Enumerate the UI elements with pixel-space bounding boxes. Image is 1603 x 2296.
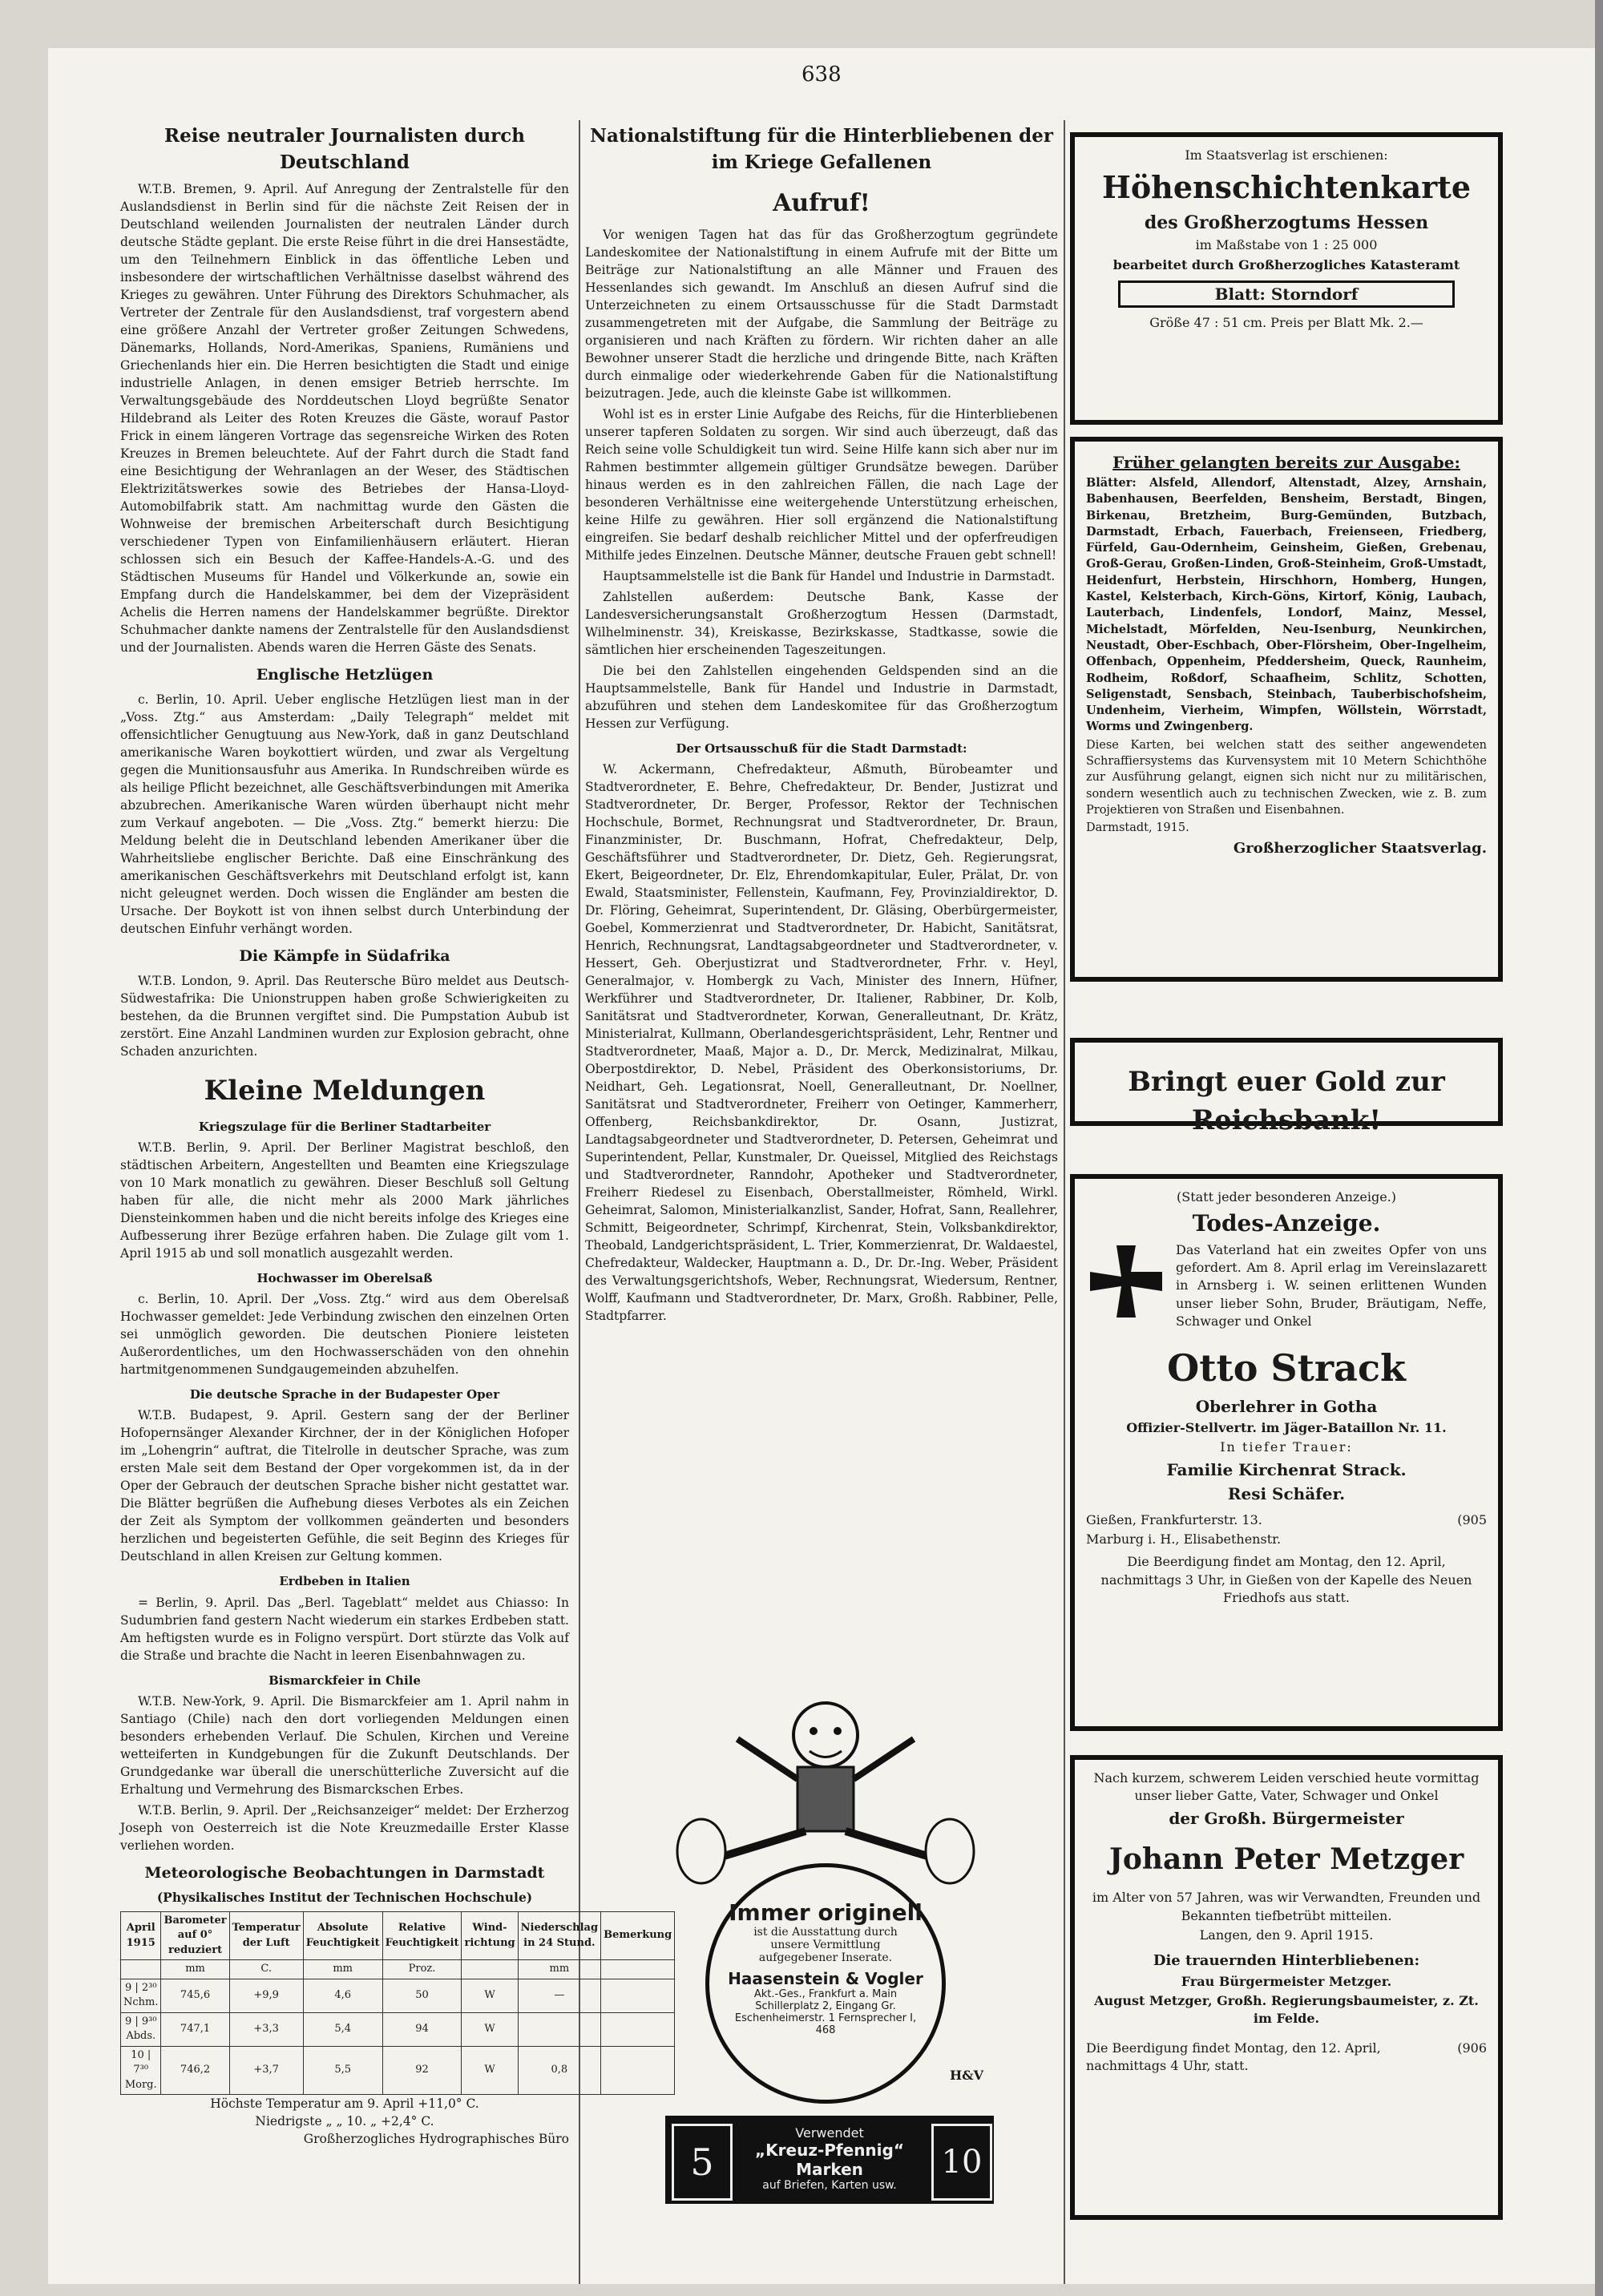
notice2-widow: Frau Bürgermeister Metzger. bbox=[1181, 1973, 1392, 1989]
notice-rank: Oberlehrer in Gotha bbox=[1195, 1396, 1378, 1416]
table-cell: 4,6 bbox=[303, 1979, 382, 2012]
table-header: April 1915 bbox=[121, 1911, 161, 1959]
stamp-top: Verwendet bbox=[795, 2125, 864, 2141]
table-cell: W bbox=[462, 1979, 518, 2012]
committee-list: W. Ackermann, Chefredakteur, Aßmuth, Bürobeamter und Stadtverordneter, E. Behre, Chefredakteur, Dr. Bender, Justizrat und Stadtverordneter, Dr. Berger, Professor, Rektor der Technischen Hochschule, Bormet, Rechnungsrat und Stadtverordneter, Dr. Braun, Finanzminister, Dr. Buschmann, Hofrat, Chefredakteur, Delp, Geschäftsführer und Stadtverordneter, Dr. Dietz, Geh. Regierungsrat, Ekert, Beigeordneter, Dr. Elz, Ehrendomkapitular, Euler, Prälat, Dr. von Ewald, Staatsminister, Fellenstein, Kaufmann, Fey, Provinzialdirektor, D. Dr. Flöring, Geheimrat, Superintendent, Dr. Gläsing, Oberbürgermeister, Goebel, Kommerzienrat und Stadtverordneter, Dr. Habicht, Sanitätsrat, Henrich, Rechnungsrat, Landtagsabgeordneter und Stadtverordneter, v. Hessert, Geh. Oberjustizrat und Stadtverordneter, Frhr. v. Heyl, Generalmajor, v. Hombergk zu Vach, Minister des Innern, Hüfner, Werkführer und Stadtverordneter, Dr. Italiener, Rabbiner, Dr. Kolb, Sanitätsrat und Stadtverordneter, Korwan, Generalleutnant, Dr. Krätz, Ministerialrat, Kullmann, Oberlandesgerichtspräsident, Lehr, Rentner und Stadtverordneter, Maaß, Major a. D., Dr. Merck, Medizinalrat, Milkau, Oberpostdirektor, D. Nebel, Präsident des Oberkonsistoriums, Dr. Neidhart, Geh. Legationsrat, Noell, Generalleutnant, Dr. Noellner, Sanitätsrat und Stadtverordneter, Freiherr von Oetinger, Kammerherr, Offenberg, Reichsbankdirektor, Dr. Osann, Justizrat, Landtagsabgeordneter und Stadtverordneter, D. Petersen, Geheimrat und Superintendent, Pellar, Kunstmaler, Dr. Queissel, Mitglied des Reichstags und Stadtverordneter, Ranndohr, Apotheker und Stadtverordneter, Freiherr Riedesel zu Eisenbach, Oberstallmeister, Römheld, Wirkl. Geheimrat, Salomon, Ministerialkanzlist, Sander, Hofrat, Sann, Reallehrer, Schmitt, Beigeordneter, Schrimpf, Kirchenrat, Stein, Volksbankdirektor, Theobald, Landgerichtspräsident, L. Trier, Kommerzienrat, Dr. Waldaestel, Chefredakteur, Waldecker, Hauptmann a. D., Dr. Dr.-Ing. Weber, Präsident des Verwaltungsgerichtshofs, Weber, Rechnungsrat, Wiedersum, Rentner, Wolff, Kaufmann und Stadtverordneter, Dr. Marx, Großh. Rabbiner, Pelle, Stadtpfarrer. bbox=[585, 762, 1058, 1324]
article-text: Vor wenigen Tagen hat das für das Großherzogtum gegründete Landeskomitee der Nationalstiftung in einem Aufrufe mit der Bitte um Beiträge zur Nationalstiftung an alle Männer und Frauen des Hessenlandes sich gewandt. Im Anschluß an diesen Aufruf sind die Unterzeichneten zu einem Ortsausschusse für die Stadt Darmstadt zusammengetreten mit der Aufgabe, die Sammlung der Beiträge zu organisieren und nach Kräften zu fördern. Wir richten daher an alle Bewohner unserer Stadt die herzliche und dringende Bitte, nach Kräften durch einmalige oder wiederkehrende Gaben für die Nationalstiftung beizutragen. Jede, auch die kleinste Gabe ist willkommen. bbox=[585, 227, 1058, 401]
table-cell bbox=[518, 2012, 600, 2046]
table-header: Wind-richtung bbox=[462, 1911, 518, 1959]
table-cell: 50 bbox=[382, 1979, 462, 2012]
kreuz-pfennig-ad bbox=[665, 2116, 994, 2204]
notice-burial: Die Beerdigung findet am Montag, den 12. April, nachmittags 3 Uhr, in Gießen von der Kapelle des Neuen Friedhofs aus statt. bbox=[1100, 1554, 1472, 1606]
table-unit: C. bbox=[229, 1960, 303, 1979]
notice2-date: Langen, den 9. April 1915. bbox=[1199, 1927, 1374, 1943]
death-notice-metzger bbox=[1070, 1755, 1503, 2220]
appeal-title: Aufruf! bbox=[773, 189, 870, 218]
ad-logo: H&V bbox=[950, 2068, 983, 2083]
column-1 bbox=[120, 120, 672, 2148]
headline: Die Kämpfe in Südafrika bbox=[239, 947, 450, 966]
stamp-mid: „Kreuz-Pfennig“ Marken bbox=[755, 2141, 904, 2179]
column-rule bbox=[1064, 120, 1065, 2284]
article-text: W.T.B. Budapest, 9. April. Gestern sang der der Berliner Hofopernsänger Alexander Kirchner, der in der Königlichen Hofoper im „Lohengrin“ auftrat, die Titelrolle in deutscher Sprache, was zum ersten Male seit dem Bestand der Oper vorgekommen ist, da in der Oper der Gebrauch der deutschen Sprache bisher nicht gestattet war. Die Blätter begrüßen die Aufhebung dieses Verbotes als ein Zeichen der Zeit als Symptom der vollkommen geänderten und besonders herzlichen und begeisterten Gefühle, die seit Beginn des Krieges für Deutschland in allen Kreisen zur Geltung kommen. bbox=[120, 1408, 569, 1564]
table-unit bbox=[121, 1960, 161, 1979]
notice-mourning: In tiefer Trauer: bbox=[1220, 1439, 1353, 1455]
table-unit: Proz. bbox=[382, 1960, 462, 1979]
table-header: Relative Feuchtigkeit bbox=[382, 1911, 462, 1959]
notice-address-2: Marburg i. H., Elisabethenstr. bbox=[1086, 1531, 1282, 1547]
table-unit: mm bbox=[518, 1960, 600, 1979]
table-unit: mm bbox=[303, 1960, 382, 1979]
table-cell: 94 bbox=[382, 2012, 462, 2046]
table-cell: 747,1 bbox=[161, 2012, 229, 2046]
sheets-note: Diese Karten, bei welchen statt des seither angewendeten Schraffiersystems das Kurvensystem mit 10 Metern Schichthöhe zur Ausführung gelangt, eignen sich nicht nur zu militärischen, sondern wesentlich auch zu technischen Zwecken, wie z. B. zum Projektieren von Straßen und Eisenbahnen. bbox=[1086, 738, 1487, 817]
column-2 bbox=[585, 120, 1058, 1328]
article-text: W.T.B. New-York, 9. April. Die Bismarckfeier am 1. April nahm in Santiago (Chile) nach den dort vorliegenden Meldungen einen besonders erhebenden Verlauf. Die Schulen, Kirchen und Vereine wetteiferten in Kundgebungen für die Zukunft Deutschlands. Der Grundgedanke war überall die unerschütterliche Zuversicht auf die Erhaltung und Vermehrung des Bismarckschen Erbes. bbox=[120, 1694, 569, 1797]
ad-address: Akt.-Ges., Frankfurt a. Main Schillerplatz 2, Eingang Gr. Eschenheimerstr. 1 Fernsprecher I, 468 bbox=[734, 1988, 917, 2036]
notice2-pre: der Großh. Bürgermeister bbox=[1169, 1808, 1404, 1828]
table-header: Absolute Feuchtigkeit bbox=[303, 1911, 382, 1959]
ad-circle bbox=[705, 1863, 946, 2104]
map-ad-title: Höhenschichtenkarte bbox=[1101, 169, 1472, 206]
table-cell: +3,3 bbox=[229, 2012, 303, 2046]
notice2-burial: Die Beerdigung findet Montag, den 12. April, nachmittags 4 Uhr, statt. bbox=[1086, 2040, 1381, 2074]
subheadline: Bismarckfeier in Chile bbox=[269, 1673, 421, 1688]
boy-figure-illustration bbox=[657, 1691, 994, 1891]
map-ad-scale: im Maßstabe von 1 : 25 000 bbox=[1195, 237, 1378, 253]
reichsbank-text: Bringt euer Gold zur Reichsbank! bbox=[1128, 1066, 1445, 1136]
article-text: W.T.B. Berlin, 9. April. Der Berliner Magistrat beschloß, den städtischen Arbeitern, Angestellten und Beamten eine Kriegszulage von 10 Mark monatlich zu gewähren. Dieser Beschluß soll Geltung haben für alle, die nicht mehr als 2000 Mark jährliches Diensteinkommen haben und die nicht bereits infolge des Krieges eine Aufbesserung ihrer Bezüge erfahren haben. Die Zulage gilt vom 1. April 1915 ab und soll monatlich ausgezahlt werden. bbox=[120, 1140, 569, 1261]
death-notice-strack bbox=[1070, 1174, 1503, 1731]
article-text: c. Berlin, 10. April. Der „Voss. Ztg.“ wird aus dem Oberelsaß Hochwasser gemeldet: Jede Verbindung zwischen den einzelnen Orten sei unmöglich geworden. Die deutschen Pioniere leisteten Außerordentliches, um den Hochwasserschäden von den ohnehin hartmitgenommenen Sundgaugemeinden abzuhelfen. bbox=[120, 1292, 569, 1378]
stamp-10: 10 bbox=[931, 2124, 992, 2201]
stamp-5: 5 bbox=[672, 2124, 733, 2201]
notice2-code: (906 bbox=[1457, 2040, 1487, 2056]
map-ad-intro: Im Staatsverlag ist erschienen: bbox=[1185, 147, 1388, 163]
subheadline: Hochwasser im Oberelsaß bbox=[256, 1270, 433, 1285]
map-ad-sub: des Großherzogtums Hessen bbox=[1144, 212, 1429, 233]
stamp-bottom: auf Briefen, Karten usw. bbox=[762, 2179, 897, 2192]
page-edge bbox=[1595, 0, 1603, 2296]
map-sheets-ad bbox=[1070, 437, 1503, 982]
table-cell: 5,5 bbox=[303, 2046, 382, 2094]
table-row bbox=[121, 1979, 675, 2012]
sheets-title: Früher gelangten bereits zur Ausgabe: bbox=[1112, 453, 1460, 472]
table-header: Barometer auf 0° reduziert bbox=[161, 1911, 229, 1959]
table-cell: 92 bbox=[382, 2046, 462, 2094]
table-header: Temperatur der Luft bbox=[229, 1911, 303, 1959]
map-ad-price: Größe 47 : 51 cm. Preis per Blatt Mk. 2.— bbox=[1149, 315, 1423, 331]
notice-military: Offizier-Stellvertr. im Jäger-Bataillon Nr. 11. bbox=[1126, 1419, 1447, 1435]
table-cell: 10 | 7³⁰ Morg. bbox=[121, 2046, 161, 2094]
notice-name: Otto Strack bbox=[1167, 1346, 1406, 1390]
article-text: W.T.B. London, 9. April. Das Reutersche Büro meldet aus Deutsch-Südwestafrika: Die Unionstruppen haben große Schwierigkeiten zu bestehen, da die Brunnen vergiftet sind. Die Pumpstation Aubub ist zerstört. Eine Anzahl Landminen wurden zur Explosion gebracht, ohne Schaden anzurichten. bbox=[120, 974, 569, 1059]
sheets-date: Darmstadt, 1915. bbox=[1086, 821, 1189, 835]
table-cell: 5,4 bbox=[303, 2012, 382, 2046]
article-text: Hauptsammelstelle ist die Bank für Handel und Industrie in Darmstadt. bbox=[603, 568, 1056, 583]
article-text: W.T.B. Bremen, 9. April. Auf Anregung der Zentralstelle für den Auslandsdienst in Berlin sind für die nächste Zeit Reisen der in Deutschland weilenden Journalisten der neutralen Länder durch deutsche Städte geplant. Die erste Reise führt in die drei Hansestädte, um den Teilnehmern Einblick in das öffentliche Leben und insbesondere der wirtschaftlichen Verhältnisse daselbst während des Krieges zu gewähren. Unter Führung des Direktors Schuhmacher, als Vertreter der Zentrale für den Auslandsdienst, traf vorgestern abend eine größere Anzahl der Vertreter großer Zeitungen Schwedens, Dänemarks, Hollands, Nord-Amerikas, Spaniens, Rumäniens und Griechenlands hier ein. Die Herren besichtigten die Stadt und einige industrielle Anlagen, in denen emsiger Betrieb herrschte. Im Verwaltungsgebäude des Norddeutschen Lloyd begrüßte Senator Hildebrand als Leiter des Roten Kreuzes die Gäste, worauf Pastor Frick in einem längeren Vortrage das segensreiche Wirken des Roten Kreuzes in Bremen beleuchtete. Auf der Fahrt durch die Stadt fand eine Besichtigung der Wehranlagen an der Weser, des Städtischen Elektrizitätswerkes sowie des Betriebes der Hansa-Lloyd-Automobilfabrik statt. Am nachmittag wurde den Gästen die Wohnweise der bremischen Arbeiterschaft durch Besichtigung verschiedener Typen von Einfamilienhäusern erläutert. Hieran schlossen sich ein Besuch der Kaffee-Handels-A.-G. und des Städtischen Museums für Handel und Völkerkunde an, sowie ein Empfang durch die Handelskammer, bei dem der Vizepräsident Achelis die Herren namens der Handelskammer begrüßte. Direktor Schuhmacher dankte namens der Zentralstelle für den Auslandsdienst und der Journalisten. Abends waren die Herren Gäste des Senats. bbox=[120, 182, 569, 656]
article-text: Wohl ist es in erster Linie Aufgabe des Reichs, für die Hinterbliebenen unserer tapferen Soldaten zu sorgen. Wir sind auch überzeugt, daß das Reich seine volle Schuldigkeit tun wird. Seine Hilfe kann sich aber nur im Rahmen bestimmter allgemein gültiger Grundsätze bewegen. Darüber hinaus werden es in den zahlreichen Fällen, die nach Lage der besonderen Verhältnisse eine weitergehende Unterstützung erheischen, keine Hilfe zu gewähren. Hier soll ergänzend die Nationalstiftung eingreifen. Sie bedarf deshalb reichlicher Mittel und der opferfreudigen Mithilfe jedes Einzelnen. Deutsche Männer, deutsche Frauen gebt schnell! bbox=[585, 406, 1058, 563]
table-cell: 745,6 bbox=[161, 1979, 229, 2012]
table-row bbox=[121, 2046, 675, 2094]
ad-title: Immer originell bbox=[729, 1899, 923, 1926]
meteo-title: Meteorologische Beobachtungen in Darmstadt bbox=[144, 1864, 545, 1882]
subheadline: Die deutsche Sprache in der Budapester Oper bbox=[189, 1387, 500, 1402]
notice-family: Familie Kirchenrat Strack. bbox=[1166, 1459, 1407, 1479]
notice2-age: im Alter von 57 Jahren, was wir Verwandten, Freunden und Bekannten tiefbetrübt mitteilen. bbox=[1092, 1890, 1481, 1923]
notice2-mourning: Die trauernden Hinterbliebenen: bbox=[1153, 1952, 1420, 1970]
notice2-text: Nach kurzem, schwerem Leiden verschied heute vormittag unser lieber Gatte, Vater, Schwager und Onkel bbox=[1093, 1770, 1480, 1804]
table-cell: — bbox=[518, 1979, 600, 2012]
table-cell: 9 | 2³⁰ Nchm. bbox=[121, 1979, 161, 2012]
notice-bride: Resi Schäfer. bbox=[1227, 1483, 1346, 1503]
article-text: W.T.B. Berlin, 9. April. Der „Reichsanzeiger“ meldet: Der Erzherzog Joseph von Oesterreich ist die Note Kreuzmedaille Erster Klasse verliehen worden. bbox=[120, 1803, 569, 1853]
table-header: Bemerkung bbox=[601, 1911, 675, 1959]
notice-address-1: Gießen, Frankfurterstr. 13. bbox=[1086, 1511, 1262, 1527]
subheadline: Erdbeben in Italien bbox=[279, 1574, 410, 1589]
page-number: 638 bbox=[802, 63, 842, 87]
meteo-high: Höchste Temperatur am 9. April +11,0° C. bbox=[210, 2096, 479, 2111]
headline: Englische Hetzlügen bbox=[256, 666, 434, 684]
ad-company: Haasenstein & Vogler bbox=[728, 1969, 923, 1988]
notice-title: Todes-Anzeige. bbox=[1192, 1210, 1381, 1237]
article-text: = Berlin, 9. April. Das „Berl. Tageblatt“ meldet aus Chiasso: In Sudumbrien fand gestern Nacht wiederum ein starkes Erdbeben statt. Am heftigsten wurde es in Foligno verspürt. Dort stürzte das Volk auf die Straße und brachte die Nacht in leeren Eisenbahnwagen zu. bbox=[120, 1595, 569, 1663]
meteo-low: Niedrigste „ „ 10. „ +2,4° C. bbox=[255, 2113, 434, 2129]
table-row bbox=[121, 2012, 675, 2046]
map-ad-by: bearbeitet durch Großherzogliches Katasteramt bbox=[1112, 256, 1460, 272]
map-ad-sheet: Blatt: Storndorf bbox=[1118, 280, 1455, 308]
article-text: Die bei den Zahlstellen eingehenden Geldspenden sind an die Hauptsammelstelle, Bank für Handel und Industrie in Darmstadt, abzuführen und stehen dem Landeskomitee für das Großherzogtum Hessen zur Verfügung. bbox=[585, 663, 1058, 731]
sheets-list: Blätter: Alsfeld, Allendorf, Altenstadt, Alzey, Arnshain, Babenhausen, Beerfelden, Bensheim, Berstadt, Bingen, Birkenau, Bretzheim, Burg-Gemünden, Butzbach, Darmstadt, Erbach, Fauerbach, Freienseen, Friedberg, Fürfeld, Gau-Odernheim, Geinsheim, Gießen, Grebenau, Groß-Gerau, Großen-Linden, Groß-Steinheim, Groß-Umstadt, Heidenfurt, Herbstein, Hirschhorn, Homberg, Hungen, Kastel, Kelsterbach, Kirch-Göns, Kirtorf, König, Laubach, Lauterbach, Lindenfels, Londorf, Mainz, Messel, Michelstadt, Mörfelden, Neu-Isenburg, Neunkirchen, Neustadt, Ober-Eschbach, Ober-Flörsheim, Ober-Ingelheim, Offenbach, Oppenheim, Pfeddersheim, Queck, Raunheim, Rodheim, Roßdorf, Schaafheim, Schlitz, Schotten, Seligenstadt, Sensbach, Steinbach, Tauberbischofsheim, Undenheim, Vierheim, Wimpfen, Wöllstein, Wörrstadt, Worms und Zwingenberg. bbox=[1086, 476, 1487, 734]
table-cell: +9,9 bbox=[229, 1979, 303, 2012]
table-cell: W bbox=[462, 2046, 518, 2094]
ad-text: ist die Ausstattung durch unsere Vermittlung aufgegebener Inserate. bbox=[753, 1926, 898, 1964]
notice-code: (905 bbox=[1457, 1511, 1487, 1527]
iron-cross-icon bbox=[1086, 1241, 1166, 1322]
headline: Nationalstiftung für die Hinterbliebenen der im Kriege Gefallenen bbox=[590, 125, 1053, 173]
table-header: Niederschlag in 24 Stund. bbox=[518, 1911, 600, 1959]
subheadline: Kriegszulage für die Berliner Stadtarbeiter bbox=[198, 1119, 491, 1134]
advertisement-haasenstein bbox=[657, 1691, 994, 2140]
map-ad bbox=[1070, 132, 1503, 425]
table-cell: 0,8 bbox=[518, 2046, 600, 2094]
table-cell: W bbox=[462, 2012, 518, 2046]
headline: Reise neutraler Journalisten durch Deutschland bbox=[164, 125, 526, 173]
notice-pre: (Statt jeder besonderen Anzeige.) bbox=[1177, 1189, 1396, 1204]
meteo-subtitle: (Physikalisches Institut der Technischen Hochschule) bbox=[156, 1889, 533, 1905]
article-text: c. Berlin, 10. April. Ueber englische Hetzlügen liest man in der „Voss. Ztg.“ aus Amsterdam: „Daily Telegraph“ meldet mit offensichtlicher Genugtuung aus New-York, daß in ganz Deutschland amerikanische Waren boykottiert würden, und zwar als Vergeltung gegen die Munitionsausfuhr aus Amerika. In Rundschreiben würde es als heilige Pflicht bezeichnet, alle Geschäftsverbindungen mit Amerika abzubrechen. Amerikanische Waren würden überhaupt nicht mehr zum Verkauf angeboten. — Die „Voss. Ztg.“ bemerkt hierzu: Die Meldung beleht die in Deutschland lebenden Amerikaner über die Wahrheitsliebe englischer Berichte. Daß eine Einschränkung des amerikanischen Geschäftsverkehrs mit Deutschland erfolgt ist, kann nicht geleugnet werden. Doch wissen die Engländer am besten die Ursache. Der Boykott ist von ihnen selbst durch Unterbindung der deutschen Einfuhr verhängt worden. bbox=[120, 692, 569, 937]
meteo-table bbox=[120, 1911, 675, 2095]
reichsbank-ad bbox=[1070, 1038, 1503, 1136]
meteo-office: Großherzogliches Hydrographisches Büro bbox=[303, 2131, 569, 2146]
table-cell: 746,2 bbox=[161, 2046, 229, 2094]
table-cell: 9 | 9³⁰ Abds. bbox=[121, 2012, 161, 2046]
notice-text: Das Vaterland hat ein zweites Opfer von uns gefordert. Am 8. April erlag im Vereinslazarett in Arnsberg i. W. seinen erlittenen Wunden unser lieber Sohn, Bruder, Bräutigam, Neffe, Schwager und Onkel bbox=[1176, 1241, 1487, 1330]
table-cell: +3,7 bbox=[229, 2046, 303, 2094]
notice2-name: Johann Peter Metzger bbox=[1108, 1842, 1464, 1876]
section-title: Kleine Meldungen bbox=[204, 1075, 486, 1108]
sheets-signature: Großherzoglicher Staatsverlag. bbox=[1233, 839, 1487, 857]
notice2-son: August Metzger, Großh. Regierungsbaumeister, z. Zt. im Felde. bbox=[1094, 1992, 1479, 2027]
article-text: Zahlstellen außerdem: Deutsche Bank, Kasse der Landesversicherungsanstalt Großherzogtum Hessen (Darmstadt, Wilhelminenstr. 34), Kreiskasse, Bezirkskasse, Stadtkasse, sowie die sämtlichen hier erscheinenden Tageszeitungen. bbox=[585, 589, 1058, 657]
committee-title: Der Ortsausschuß für die Stadt Darmstadt: bbox=[676, 740, 967, 756]
table-unit bbox=[462, 1960, 518, 1979]
table-unit: mm bbox=[161, 1960, 229, 1979]
